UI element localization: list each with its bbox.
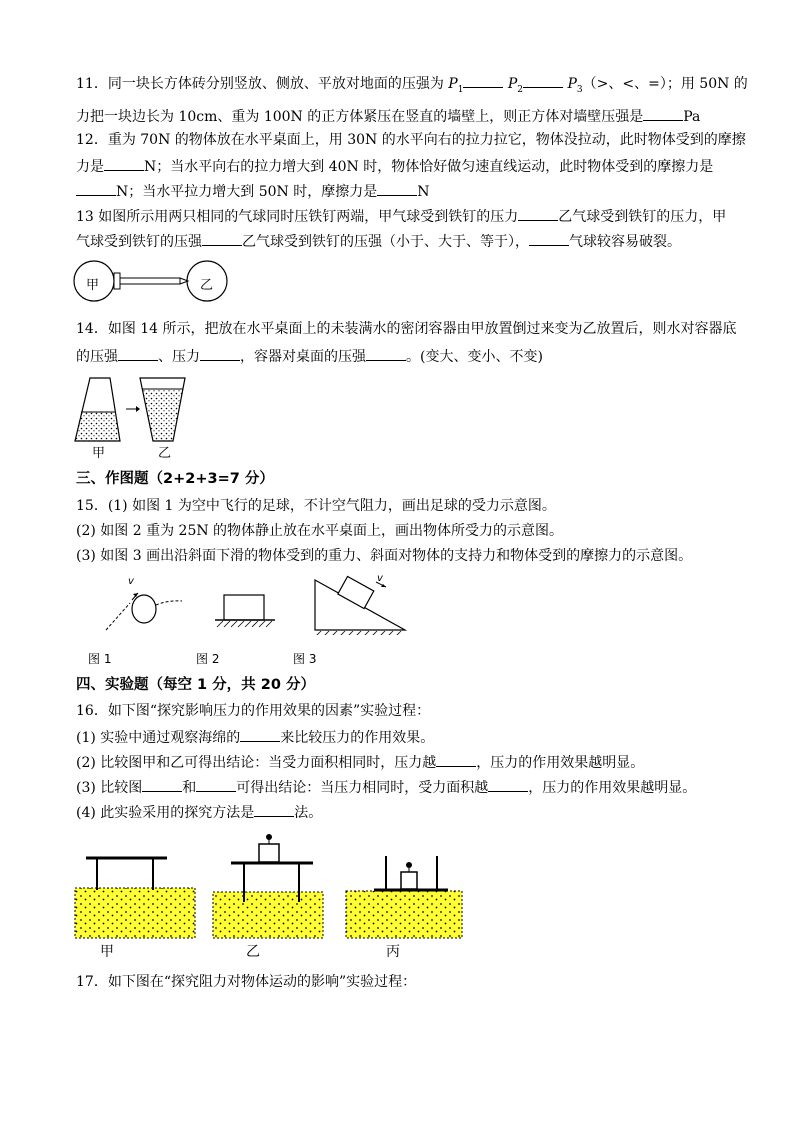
q16-blank-2[interactable] — [436, 752, 476, 767]
fig3-caption: 图 3 — [293, 652, 317, 666]
sponge-caption-jia: 甲 — [100, 944, 114, 960]
p1-symbol: P — [448, 76, 458, 92]
q15-2: (2) 如图 2 重为 25N 的物体静止放在水平桌面上，画出物体所受力的示意图。 — [76, 523, 564, 539]
q16-4: (4) 此实验采用的探究方法是 法。 — [76, 802, 322, 822]
q12-line2: 力是 N；当水平向右的拉力增大到 40N 时，物体恰好做匀速直线运动，此时物体受到的摩擦力是 — [76, 156, 713, 176]
q16-blank-6[interactable] — [254, 802, 294, 817]
section4-title: 四、实验题（每空 1 分，共 20 分） — [76, 677, 315, 693]
velocity-label-2: v — [377, 573, 383, 584]
sponge-caption-bing: 丙 — [386, 944, 400, 960]
container-caption-b: 乙 — [158, 446, 172, 461]
q13-blank-1[interactable] — [518, 206, 558, 221]
q13-line1: 13 如图所示用两只相同的气球同时压铁钉两端，甲气球受到铁钉的压力 乙气球受到铁钉的压力，甲 — [76, 206, 726, 226]
q12-line3: N；当水平拉力增大到 50N 时，摩擦力是 N — [76, 181, 429, 201]
q11-line1: 11．同一块长方体砖分别竖放、侧放、平放对地面的压强为 $P_1$ $P_2$ $P_3(>$、<、=）；用 50N 的 — [76, 73, 748, 99]
q12-line1: 12．重为 70N 的物体放在水平桌面上，用 30N 的水平向右的拉力拉它，物体没拉动，此时物体受到的摩擦 — [76, 132, 746, 148]
q16-blank-3[interactable] — [142, 777, 182, 792]
q16-2: (2) 比较图甲和乙可得出结论：当受力面积相同时，压力越 ，压力的作用效果越明显。 — [76, 752, 644, 772]
q14-line2: 的压强 、压力 ，容器对桌面的压强 。(变大、变小、不变) — [76, 346, 543, 366]
q12-blank-3[interactable] — [377, 181, 417, 196]
q16: 16．如下图“探究影响压力的作用效果的因素”实验过程： — [76, 703, 431, 719]
q14-line1: 14．如图 14 所示，把放在水平桌面上的未装满水的密闭容器由甲放置倒过来变为乙放置后，则水对容器底 — [76, 321, 737, 337]
q16-3: (3) 比较图 和 可得出结论：当压力相同时，受力面积越 ，压力的作用效果越明显。 — [76, 777, 696, 797]
q16-blank-5[interactable] — [488, 777, 528, 792]
q11-blank-1[interactable] — [463, 73, 503, 88]
q15-3: (3) 如图 3 画出沿斜面下滑的物体受到的重力、斜面对物体的支持力和物体受到的摩擦力的示意图。 — [76, 548, 693, 564]
fig2-caption: 图 2 — [196, 652, 220, 666]
sponge-caption-yi: 乙 — [246, 944, 260, 960]
container-caption-a: 甲 — [92, 446, 106, 461]
velocity-label-1: v — [128, 576, 134, 587]
q14-blank-2[interactable] — [200, 346, 240, 361]
q15-1: 15．(1) 如图 1 为空中飞行的足球，不计空气阻力，画出足球的受力示意图。 — [76, 498, 556, 514]
q17: 17．如下图在“探究阻力对物体运动的影响”实验过程： — [76, 974, 417, 990]
q11-blank-3[interactable] — [643, 106, 683, 121]
q14-blank-1[interactable] — [118, 346, 158, 361]
container-figure — [70, 372, 195, 444]
q11-blank-2[interactable] — [523, 73, 563, 88]
q16-blank-4[interactable] — [196, 777, 236, 792]
sponge-experiment-figure — [70, 830, 470, 942]
q13-line2: 气球受到铁钉的压强 乙气球受到铁钉的压强（小于、大于、等于）， 气球较容易破裂。 — [76, 231, 681, 251]
section3-title: 三、作图题（2+2+3=7 分） — [76, 471, 274, 487]
fig1-caption: 图 1 — [88, 652, 112, 666]
q13-blank-2[interactable] — [202, 231, 242, 246]
q16-blank-1[interactable] — [240, 727, 280, 742]
q12-blank-2[interactable] — [76, 181, 116, 196]
q16-1: (1) 实验中通过观察海绵的 来比较压力的作用效果。 — [76, 727, 434, 747]
p3-symbol: P — [567, 76, 577, 92]
balloon-right-label: 乙 — [200, 278, 214, 293]
balloon-left-label: 甲 — [86, 278, 100, 293]
q11-line2: 力把一块边长为 10cm、重为 100N 的正方体紧压在竖直的墙壁上，则正方体对墙壁压强是 Pa — [76, 106, 700, 126]
p2-symbol: P — [507, 76, 518, 92]
q13-blank-3[interactable] — [529, 231, 569, 246]
q14-blank-3[interactable] — [366, 346, 406, 361]
q12-blank-1[interactable] — [104, 156, 144, 171]
force-figures — [100, 575, 410, 635]
